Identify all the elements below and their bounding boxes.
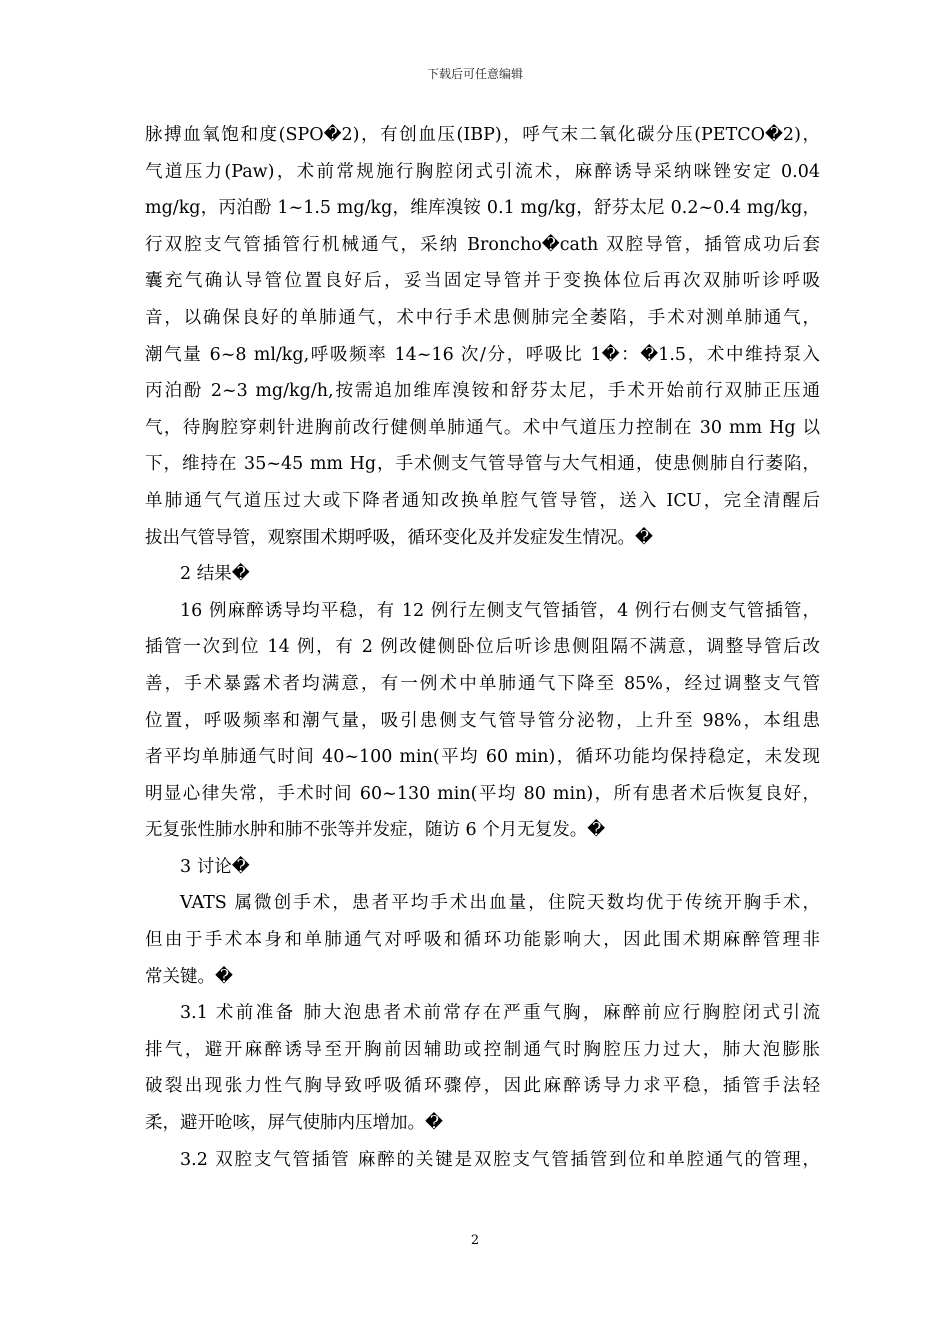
text-line: 位置，呼吸频率和潮气量，吸引患侧支气管导管分泌物，上升至 98%，本组患	[145, 710, 820, 731]
text-line: 者平均单肺通气时间 40~100 min(平均 60 min)，循环功能均保持稳定，未发现	[145, 747, 820, 768]
text-line: 下，维持在 35~45 mm Hg，手术侧支气管导管与大气相通，使患侧肺自行萎陷，	[145, 454, 820, 475]
text-line: 拔出气管导管，观察围术期呼吸，循环变化及并发症发生情况。�	[145, 527, 653, 548]
section-heading-discussion: 3 讨论�	[180, 856, 250, 877]
text-line: 排气，避开麻醉诱导至开胸前因辅助或控制通气时胸腔压力过大，肺大泡膨胀	[145, 1039, 820, 1060]
text-line: 行双腔支气管插管行机械通气，采纳 Broncho�cath 双腔导管，插管成功后套	[145, 234, 820, 255]
page-number: 2	[470, 1233, 480, 1248]
text-line: 16 例麻醉诱导均平稳，有 12 例行左侧支气管插管，4 例行右侧支气管插管，	[180, 600, 820, 621]
page-header: 下载后可任意编辑	[426, 67, 523, 81]
body-text	[145, 117, 820, 1178]
text-line: mg/kg，丙泊酚 1~1.5 mg/kg，维库溴铵 0.1 mg/kg，舒芬太尼 0.2~0.4 mg/kg，	[145, 198, 820, 219]
text-line: 但由于手术本身和单肺通气对呼吸和循环功能影响大，因此围术期麻醉管理非	[145, 930, 820, 951]
subsection-preop-prep: 3.1 术前准备 肺大泡患者术前常存在严重气胸，麻醉前应行胸腔闭式引流	[180, 1003, 820, 1024]
text-line: 潮气量 6~8 ml/kg,呼吸频率 14~16 次/分，呼吸比 1�：�1.5，术中维持泵入	[145, 344, 820, 365]
section-heading-results: 2 结果�	[180, 564, 250, 585]
text-line: 音，以确保良好的单肺通气，术中行手术患侧肺完全萎陷，手术对测单肺通气，	[145, 307, 820, 328]
text-line: 囊充气确认导管位置良好后，妥当固定导管并于变换体位后再次双肺听诊呼吸	[145, 271, 820, 292]
text-line: 气道压力(Paw)，术前常规施行胸腔闭式引流术，麻醉诱导采纳咪锉安定 0.04	[145, 161, 820, 182]
text-line: 柔，避开呛咳，屏气使肺内压增加。�	[145, 1113, 443, 1134]
text-line: 脉搏血氧饱和度(SPO�2)，有创血压(IBP)，呼气末二氧化碳分压(PETCO�2)，	[145, 125, 820, 145]
text-line: 单肺通气气道压过大或下降者通知改换单腔气管导管，送入 ICU，完全清醒后	[145, 490, 820, 511]
text-line: 丙泊酚 2~3 mg/kg/h,按需追加维库溴铵和舒芬太尼，手术开始前行双肺正压通	[145, 381, 820, 402]
text-line: 气，待胸腔穿刺针进胸前改行健侧单肺通气。术中气道压力控制在 30 mm Hg 以	[145, 417, 820, 438]
text-line: 破裂出现张力性气胸导致呼吸循环骤停，因此麻醉诱导力求平稳，插管手法轻	[145, 1076, 820, 1097]
text-line: 无复张性肺水肿和肺不张等并发症，随访 6 个月无复发。�	[145, 820, 606, 841]
text-line: 明显心律失常，手术时间 60~130 min(平均 80 min)，所有患者术后恢复良好，	[145, 783, 820, 804]
text-line: 常关键。�	[145, 966, 233, 987]
text-line: 善，手术暴露术者均满意，有一例术中单肺通气下降至 85%，经过调整支气管	[145, 673, 820, 694]
text-line: VATS 属微创手术，患者平均手术出血量，住院天数均优于传统开胸手术，	[180, 893, 820, 914]
text-line: 插管一次到位 14 例，有 2 例改健侧卧位后听诊患侧阻隔不满意，调整导管后改	[145, 637, 820, 658]
subsection-double-lumen-intubation: 3.2 双腔支气管插管 麻醉的关键是双腔支气管插管到位和单腔通气的管理，	[180, 1149, 820, 1170]
